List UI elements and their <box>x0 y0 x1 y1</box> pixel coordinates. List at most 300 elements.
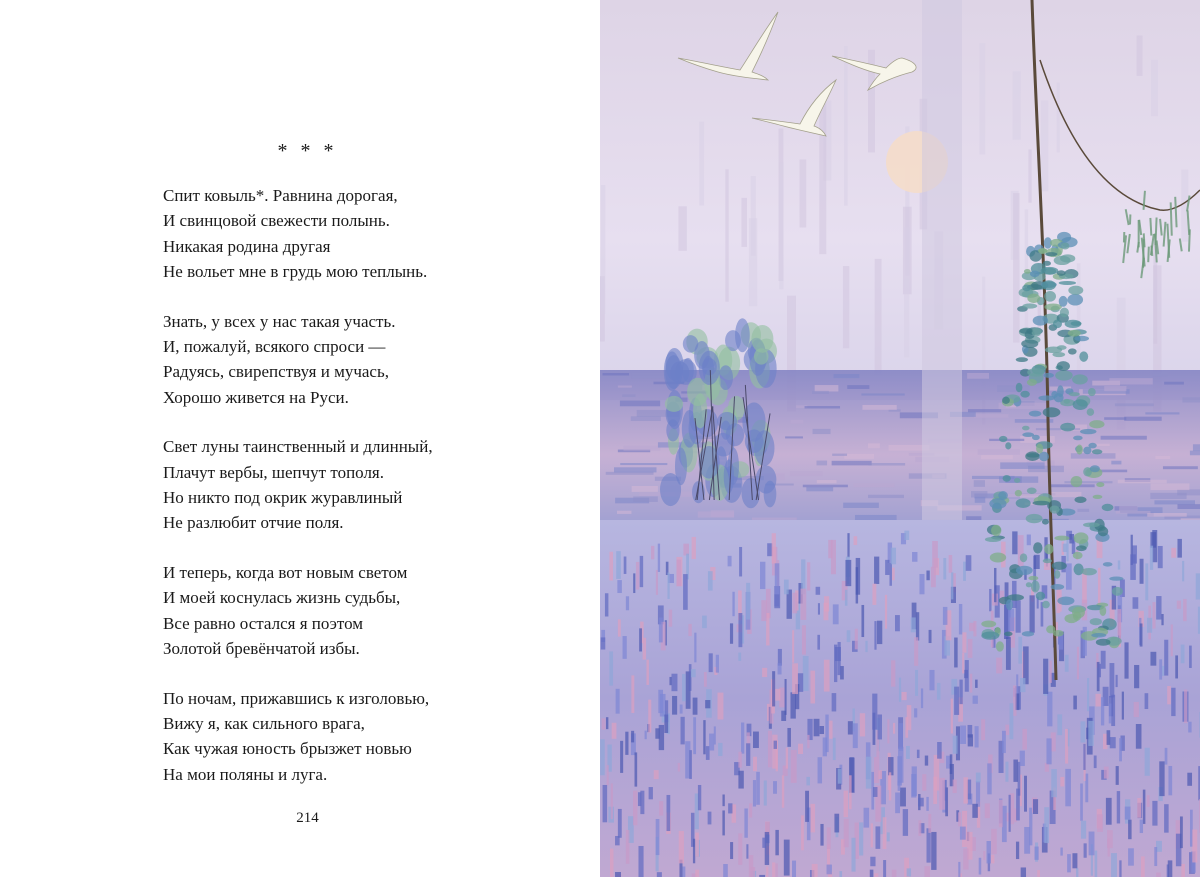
flower-stroke <box>874 757 879 783</box>
tree-needle-cluster <box>1072 374 1088 384</box>
flower-stroke <box>722 810 724 835</box>
flower-stroke <box>994 568 996 602</box>
flower-stroke <box>602 718 606 729</box>
flower-stroke <box>709 653 713 672</box>
water-stroke <box>1118 480 1167 484</box>
flower-stroke <box>682 867 685 877</box>
flower-stroke <box>1097 814 1103 832</box>
flower-stroke <box>959 680 962 705</box>
flower-stroke <box>1021 867 1026 877</box>
flower-stroke <box>1088 721 1094 746</box>
water-stroke <box>1163 466 1198 469</box>
bush-leaf <box>665 396 683 412</box>
flower-stroke <box>1098 664 1101 678</box>
flower-stroke <box>626 596 629 610</box>
flower-stroke <box>874 873 878 877</box>
bush-leaf <box>660 473 681 506</box>
flower-stroke <box>718 693 724 720</box>
water-stroke <box>1153 372 1168 376</box>
flower-stroke <box>891 548 896 565</box>
flower-stroke <box>738 833 742 865</box>
sky-streak <box>601 185 605 314</box>
flower-stroke <box>873 787 877 797</box>
sky-streak <box>1041 101 1048 192</box>
water-stroke <box>832 454 847 456</box>
flower-stroke <box>1141 856 1145 877</box>
water-stroke <box>711 510 734 517</box>
flower-stroke <box>958 812 961 826</box>
water-stroke <box>1155 456 1170 459</box>
flower-stroke <box>616 689 620 714</box>
tree-needle-cluster <box>985 537 1001 542</box>
tree-needle-cluster <box>1064 399 1070 404</box>
hanging-twig <box>1150 218 1151 236</box>
flower-stroke <box>818 603 820 614</box>
flower-stroke <box>824 660 830 692</box>
flower-stroke <box>718 743 722 756</box>
water-stroke <box>868 495 904 498</box>
flower-stroke <box>1016 842 1019 859</box>
tree-needle-cluster <box>1059 281 1076 285</box>
flower-stroke <box>1109 703 1112 723</box>
tree-needle-cluster <box>1112 587 1123 596</box>
flower-stroke <box>1101 651 1106 669</box>
flower-stroke <box>928 814 931 833</box>
page-number: 214 <box>296 810 319 826</box>
tree-needle-cluster <box>1026 514 1043 523</box>
flower-stroke <box>912 552 917 562</box>
flower-stroke <box>918 820 921 836</box>
flower-stroke <box>921 688 923 708</box>
poem-line: И теперь, когда вот новым светом <box>163 562 408 582</box>
flower-stroke <box>889 563 891 586</box>
tree-needle-cluster <box>1024 269 1031 274</box>
tree-needle-cluster <box>1033 542 1042 553</box>
flower-stroke <box>953 736 958 754</box>
water-stroke <box>785 436 803 438</box>
flower-stroke <box>657 872 662 877</box>
flower-stroke <box>1168 860 1173 877</box>
flower-stroke <box>728 556 732 567</box>
flower-stroke <box>610 849 613 877</box>
water-stroke <box>974 414 1009 418</box>
flower-stroke <box>1137 798 1141 818</box>
flower-stroke <box>659 725 664 750</box>
flower-stroke <box>744 808 747 837</box>
sky-streak <box>741 198 747 247</box>
flower-stroke <box>1051 769 1057 797</box>
flower-stroke <box>631 675 634 713</box>
flower-stroke <box>965 660 969 692</box>
flower-stroke <box>817 635 820 650</box>
flower-stroke <box>831 540 836 574</box>
flower-stroke <box>1181 864 1185 877</box>
flower-stroke <box>1076 868 1078 877</box>
flower-stroke <box>1005 725 1009 735</box>
flower-stroke <box>683 574 688 610</box>
tree-needle-cluster <box>1005 442 1011 449</box>
flower-stroke <box>677 560 682 587</box>
water-stroke <box>832 461 872 466</box>
flower-stroke <box>954 687 959 715</box>
tree-needle-cluster <box>1074 532 1089 544</box>
flower-stroke <box>1087 678 1089 711</box>
flower-stroke <box>638 846 643 877</box>
flower-stroke <box>1104 767 1109 779</box>
water-stroke <box>847 385 869 389</box>
flower-stroke <box>616 551 621 579</box>
tree-needle-cluster <box>1059 296 1068 307</box>
water-stroke <box>1119 506 1137 511</box>
flower-stroke <box>847 533 849 557</box>
flower-stroke <box>1171 548 1176 558</box>
tree-needle-cluster <box>1021 339 1038 348</box>
flower-stroke <box>708 812 712 825</box>
flower-stroke <box>991 829 997 854</box>
water-stroke <box>861 393 904 395</box>
flower-stroke <box>871 823 873 847</box>
flower-stroke <box>951 572 953 599</box>
water-stroke <box>1193 444 1200 451</box>
tree-needle-cluster <box>1074 496 1086 502</box>
flower-stroke <box>603 785 608 822</box>
flower-stroke <box>907 705 912 730</box>
flower-stroke <box>970 674 972 693</box>
flower-stroke <box>746 583 750 620</box>
flower-stroke <box>678 763 680 772</box>
flower-stroke <box>872 694 877 730</box>
flower-stroke <box>900 788 906 807</box>
flower-stroke <box>1047 692 1052 727</box>
flower-stroke <box>823 737 827 756</box>
flower-stroke <box>951 699 953 734</box>
water-stroke <box>1109 378 1152 384</box>
flower-stroke <box>918 798 923 807</box>
bush-leaf <box>682 358 694 382</box>
water-stroke <box>617 511 631 514</box>
flower-stroke <box>1150 652 1156 666</box>
flower-stroke <box>1065 729 1068 764</box>
tree-needle-cluster <box>1060 423 1075 432</box>
flower-stroke <box>1192 830 1197 863</box>
tree-needle-cluster <box>1091 633 1106 638</box>
tree-needle-cluster <box>991 525 1001 536</box>
flower-stroke <box>1034 847 1038 860</box>
flower-stroke <box>1187 773 1192 786</box>
tree-needle-cluster <box>1057 596 1074 605</box>
flower-stroke <box>1196 573 1200 599</box>
flower-stroke <box>1033 799 1038 814</box>
flower-stroke <box>1171 624 1173 656</box>
flower-stroke <box>844 791 848 818</box>
tree-needle-cluster <box>1038 248 1047 254</box>
flower-stroke <box>968 734 973 746</box>
flower-stroke <box>1095 694 1100 707</box>
flower-stroke <box>885 595 887 629</box>
flower-stroke <box>633 791 637 826</box>
sky-streak <box>1013 71 1021 139</box>
flower-stroke <box>1165 748 1168 765</box>
flower-stroke <box>859 822 863 855</box>
poem-line: Как чужая юность брызжет новью <box>163 739 412 759</box>
flower-stroke <box>1125 807 1131 820</box>
flower-stroke <box>1107 730 1111 745</box>
sky-streak <box>699 122 704 206</box>
flower-stroke <box>922 774 926 791</box>
flower-stroke <box>1046 738 1051 764</box>
flower-stroke <box>1067 854 1071 872</box>
flower-stroke <box>760 562 765 589</box>
sky-streak <box>1028 149 1031 202</box>
flower-stroke <box>741 723 744 754</box>
flower-stroke <box>646 660 648 685</box>
tree-needle-cluster <box>990 553 1006 563</box>
hanging-twig <box>1144 191 1145 210</box>
poem-line: Но никто под окрик журавлиный <box>163 488 403 508</box>
flower-stroke <box>669 610 672 627</box>
water-stroke <box>1150 493 1186 499</box>
flower-stroke <box>1122 692 1124 720</box>
flower-stroke <box>839 871 842 877</box>
flower-stroke <box>803 656 809 691</box>
flower-stroke <box>1034 555 1040 569</box>
flower-stroke <box>1037 870 1040 877</box>
flower-stroke <box>1030 595 1035 632</box>
water-stroke <box>1101 436 1147 440</box>
flower-stroke <box>807 735 809 748</box>
flower-stroke <box>1128 820 1132 840</box>
flower-stroke <box>635 752 638 786</box>
flower-stroke <box>790 692 795 718</box>
flower-stroke <box>693 839 695 864</box>
flower-stroke <box>1171 688 1175 716</box>
flower-stroke <box>989 589 991 611</box>
flower-stroke <box>617 580 622 593</box>
flower-stroke <box>680 705 683 714</box>
tree-needle-cluster <box>1052 562 1067 570</box>
tree-needle-cluster <box>1004 632 1013 637</box>
flower-stroke <box>784 840 790 876</box>
flower-stroke <box>636 562 639 590</box>
flower-stroke <box>865 641 867 652</box>
flower-stroke <box>1158 546 1163 568</box>
flower-stroke <box>929 670 934 690</box>
flower-stroke <box>1095 851 1098 877</box>
stanza <box>163 309 583 411</box>
flower-stroke <box>1084 843 1087 857</box>
flower-stroke <box>1020 678 1025 692</box>
flower-stroke <box>749 803 752 817</box>
tree-needle-cluster <box>1109 576 1123 580</box>
flower-stroke <box>1181 645 1185 664</box>
poem-line: Вижу я, как сильного врага, <box>163 713 365 733</box>
flower-stroke <box>1145 693 1149 709</box>
flower-stroke <box>1013 686 1016 716</box>
flower-stroke <box>1077 647 1079 680</box>
flower-stroke <box>654 770 659 779</box>
flower-stroke <box>887 719 889 743</box>
tree-needle-cluster <box>1051 584 1065 590</box>
flower-stroke <box>649 787 653 799</box>
flower-stroke <box>695 833 699 857</box>
flower-stroke <box>659 801 663 815</box>
flower-stroke <box>889 772 891 800</box>
flower-stroke <box>798 744 803 754</box>
bush-leaf <box>665 355 682 389</box>
flower-stroke <box>883 817 887 849</box>
flower-stroke <box>1008 609 1014 632</box>
tree-needle-cluster <box>1061 243 1070 250</box>
hanging-twig <box>1151 246 1152 256</box>
flower-stroke <box>782 775 784 807</box>
water-stroke <box>978 449 1020 455</box>
tree-needle-cluster <box>1079 351 1088 361</box>
flower-stroke <box>681 717 685 745</box>
flower-stroke <box>730 842 733 859</box>
flower-stroke <box>864 808 870 828</box>
tree-needle-cluster <box>1042 601 1050 609</box>
water-stroke <box>815 385 839 391</box>
flower-stroke <box>1189 646 1192 668</box>
bush-leaf <box>718 365 733 390</box>
flower-stroke <box>1106 798 1112 825</box>
tree-needle-cluster <box>981 621 996 628</box>
flower-stroke <box>851 838 855 872</box>
flower-stroke <box>1018 637 1022 664</box>
flower-stroke <box>618 809 622 838</box>
hanging-twig <box>1148 247 1149 263</box>
flower-stroke <box>853 723 858 748</box>
flower-stroke <box>972 804 978 818</box>
flower-stroke <box>985 803 990 818</box>
tree-needle-cluster <box>1057 270 1066 276</box>
flower-stroke <box>991 855 995 864</box>
flower-stroke <box>768 731 772 768</box>
flower-stroke <box>1145 748 1150 776</box>
sky-streak <box>749 218 757 306</box>
flower-stroke <box>939 778 945 810</box>
tree-needle-cluster <box>1054 570 1060 579</box>
water-stroke <box>805 406 841 408</box>
tree-needle-cluster <box>1068 286 1083 295</box>
tree-needle-cluster <box>1044 291 1056 302</box>
flower-stroke <box>1152 602 1155 629</box>
flower-stroke <box>962 653 964 674</box>
poem-line: Знать, у всех у нас такая участь. <box>163 311 396 331</box>
flower-stroke <box>1110 737 1116 748</box>
flower-stroke <box>1072 853 1077 868</box>
poem-line: Не разлюбит отчие поля. <box>163 513 344 533</box>
water-stroke <box>843 503 879 508</box>
flower-stroke <box>1110 663 1115 697</box>
flower-stroke <box>916 612 919 640</box>
tree-needle-cluster <box>1036 443 1043 453</box>
flower-stroke <box>761 600 766 621</box>
flower-stroke <box>870 870 874 877</box>
flower-stroke <box>807 562 810 590</box>
sky-streak <box>1057 83 1060 153</box>
flower-stroke <box>1022 729 1027 750</box>
tree-needle-cluster <box>1098 527 1109 537</box>
flower-stroke <box>907 868 911 876</box>
water-stroke <box>844 454 874 459</box>
water-stroke <box>862 405 896 410</box>
water-stroke <box>632 486 658 492</box>
flower-stroke <box>716 655 719 673</box>
flower-stroke <box>1156 596 1161 619</box>
flower-stroke <box>870 857 875 867</box>
flower-stroke <box>609 552 613 581</box>
tree-needle-cluster <box>1043 407 1061 417</box>
flower-stroke <box>917 750 920 758</box>
flower-stroke <box>1134 665 1139 688</box>
flower-stroke <box>738 752 741 768</box>
poem-line: Свет луны таинственный и длинный, <box>163 437 433 457</box>
flower-stroke <box>812 864 818 877</box>
flower-stroke <box>962 632 966 652</box>
flower-stroke <box>903 809 908 836</box>
flower-stroke <box>931 832 936 870</box>
tree-needle-cluster <box>1080 429 1096 434</box>
water-stroke <box>602 373 629 375</box>
tree-needle-cluster <box>1031 328 1041 337</box>
flower-stroke <box>624 557 627 574</box>
sky-streak <box>843 266 849 348</box>
flower-stroke <box>691 669 696 677</box>
flower-stroke <box>753 780 756 806</box>
flower-stroke <box>845 560 851 586</box>
flower-stroke <box>1156 873 1160 877</box>
flower-stroke <box>792 593 797 614</box>
bush-leaf <box>745 429 764 453</box>
sky-streak <box>875 259 882 375</box>
flower-stroke <box>927 828 931 862</box>
flower-stroke <box>963 777 968 803</box>
flower-stroke <box>1143 790 1146 824</box>
flower-stroke <box>1083 627 1087 656</box>
flower-stroke <box>775 689 780 701</box>
tree-needle-cluster <box>1014 478 1020 483</box>
flower-stroke <box>1175 655 1178 678</box>
water-stroke <box>1154 500 1195 504</box>
flower-stroke <box>855 629 858 650</box>
tree-needle-cluster <box>1073 552 1083 559</box>
flower-stroke <box>792 663 798 694</box>
flower-stroke <box>1184 690 1187 724</box>
flower-stroke <box>963 562 966 581</box>
tree-needle-cluster <box>1033 501 1050 506</box>
flower-stroke <box>953 779 957 793</box>
poplar-column <box>922 0 962 520</box>
flower-stroke <box>926 797 928 811</box>
flower-stroke <box>991 611 994 648</box>
tree-needle-cluster <box>1055 370 1073 380</box>
flower-stroke <box>911 617 916 632</box>
water-stroke <box>1104 417 1126 420</box>
tree-needle-cluster <box>1083 447 1091 455</box>
water-stroke <box>614 467 656 472</box>
flower-stroke <box>1140 559 1144 584</box>
flower-stroke <box>600 739 605 775</box>
tree-needle-cluster <box>1020 391 1029 398</box>
flower-stroke <box>1130 554 1136 580</box>
tree-needle-cluster <box>1030 271 1040 278</box>
water-stroke <box>1116 511 1151 514</box>
flower-stroke <box>834 645 837 682</box>
flower-stroke <box>784 580 789 595</box>
flower-stroke <box>1010 703 1014 739</box>
water-stroke <box>812 391 829 394</box>
